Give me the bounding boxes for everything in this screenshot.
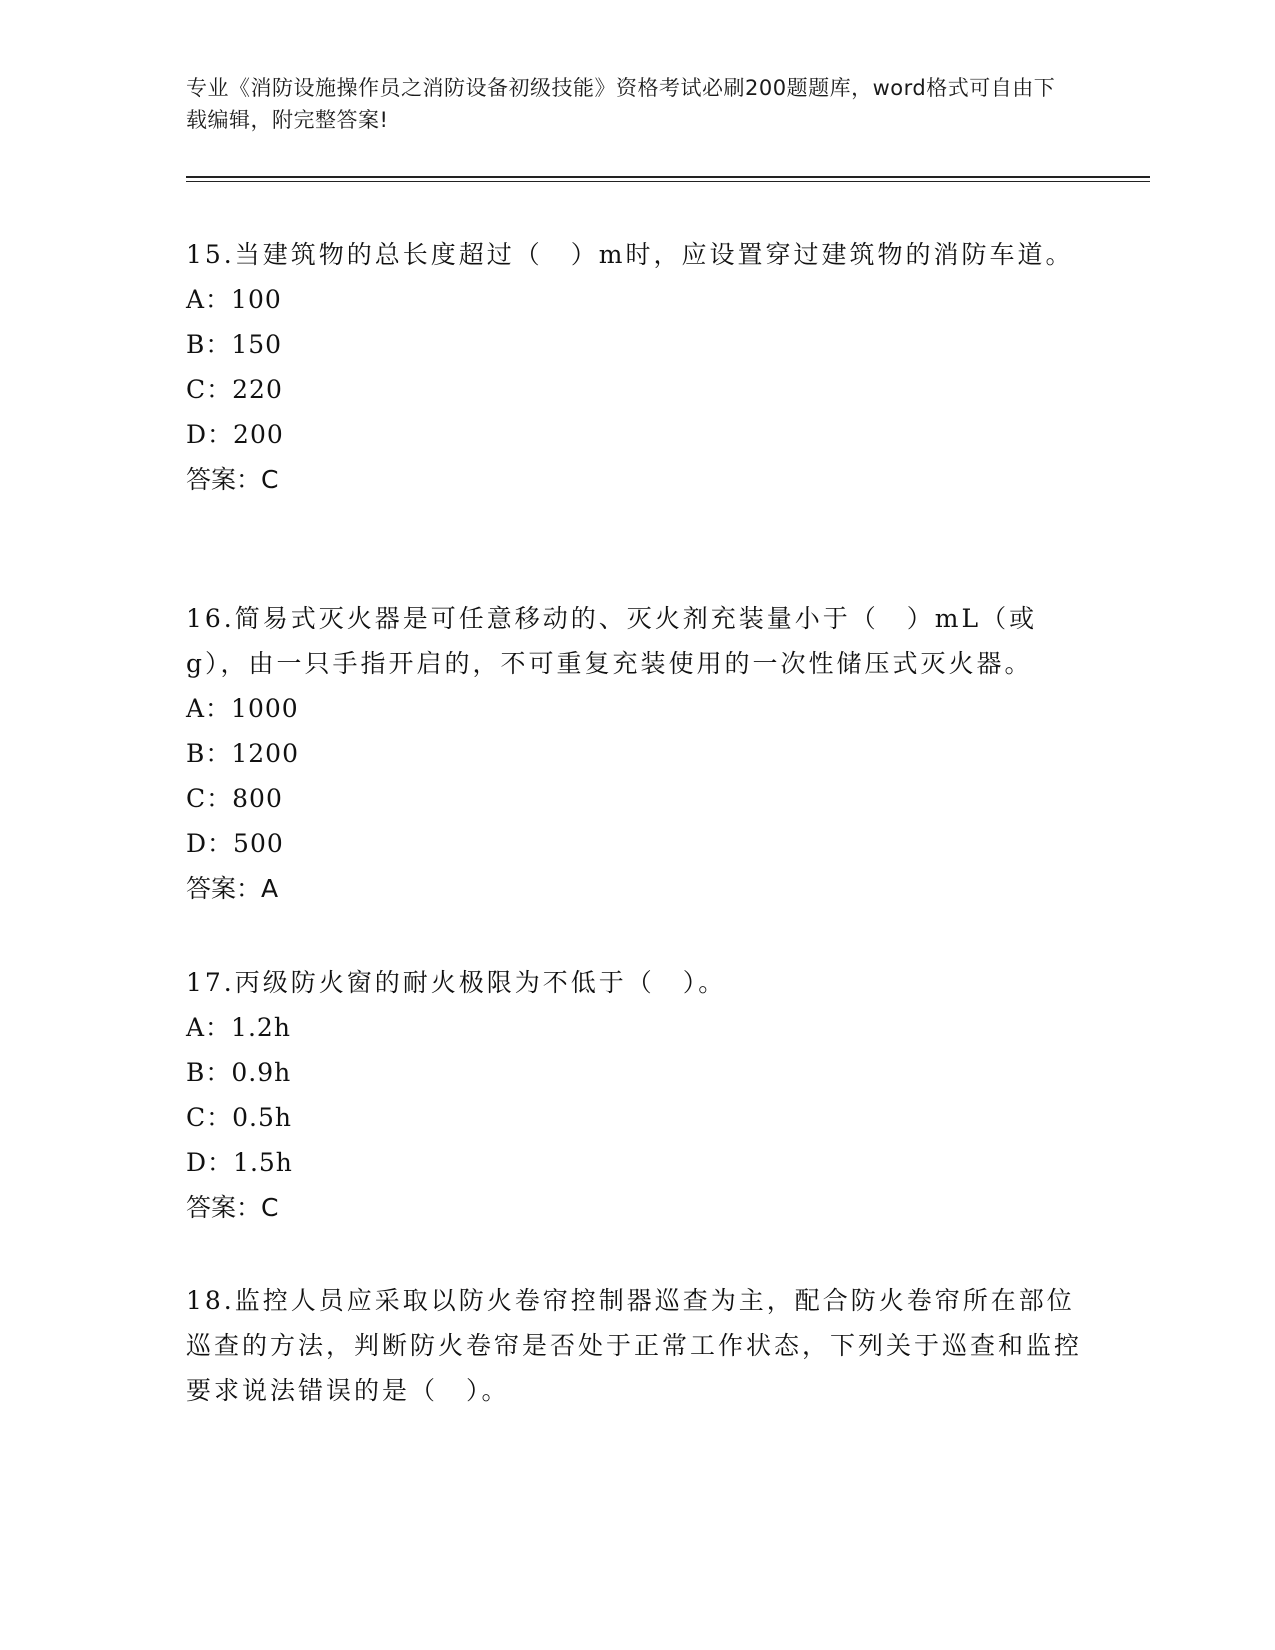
option-d: D：1.5h: [186, 1148, 293, 1177]
option-c: C：0.5h: [186, 1103, 292, 1132]
option-b: B：1200: [186, 739, 299, 768]
header-divider-thin: [186, 181, 1150, 182]
question-16: [186, 596, 1086, 911]
document-header: 专业《消防设施操作员之消防设备初级技能》资格考试必刷200题题库，word格式可自由下载编辑，附完整答案!: [186, 76, 1056, 132]
question-stem: 18.监控人员应采取以防火卷帘控制器巡查为主，配合防火卷帘所在部位巡查的方法，判断防火卷帘是否处于正常工作状态，下列关于巡查和监控要求说法错误的是（ ）。: [186, 1286, 1083, 1405]
option-a: A：1.2h: [186, 1013, 291, 1042]
option-d: D：200: [186, 420, 284, 449]
answer-line: 答案：C: [186, 1193, 279, 1222]
option-b: B：0.9h: [186, 1058, 292, 1087]
answer-line: 答案：C: [186, 465, 279, 494]
option-d: D：500: [186, 829, 284, 858]
option-c: C：800: [186, 784, 283, 813]
question-stem: 15.当建筑物的总长度超过（ ）m时，应设置穿过建筑物的消防车道。: [186, 240, 1074, 269]
question-stem: 17.丙级防火窗的耐火极限为不低于（ ）。: [186, 968, 727, 997]
option-b: B：150: [186, 330, 283, 359]
question-15: [186, 232, 1086, 502]
question-18: [186, 1278, 1086, 1413]
option-c: C：220: [186, 375, 283, 404]
answer-line: 答案：A: [186, 874, 279, 903]
option-a: A：1000: [186, 694, 299, 723]
question-17: [186, 960, 1086, 1230]
option-a: A：100: [186, 285, 282, 314]
header-divider-thick: [186, 176, 1150, 178]
question-stem: 16.简易式灭火器是可任意移动的、灭火剂充装量小于（ ）mL（或g），由一只手指开启的，不可重复充装使用的一次性储压式灭火器。: [186, 604, 1038, 678]
